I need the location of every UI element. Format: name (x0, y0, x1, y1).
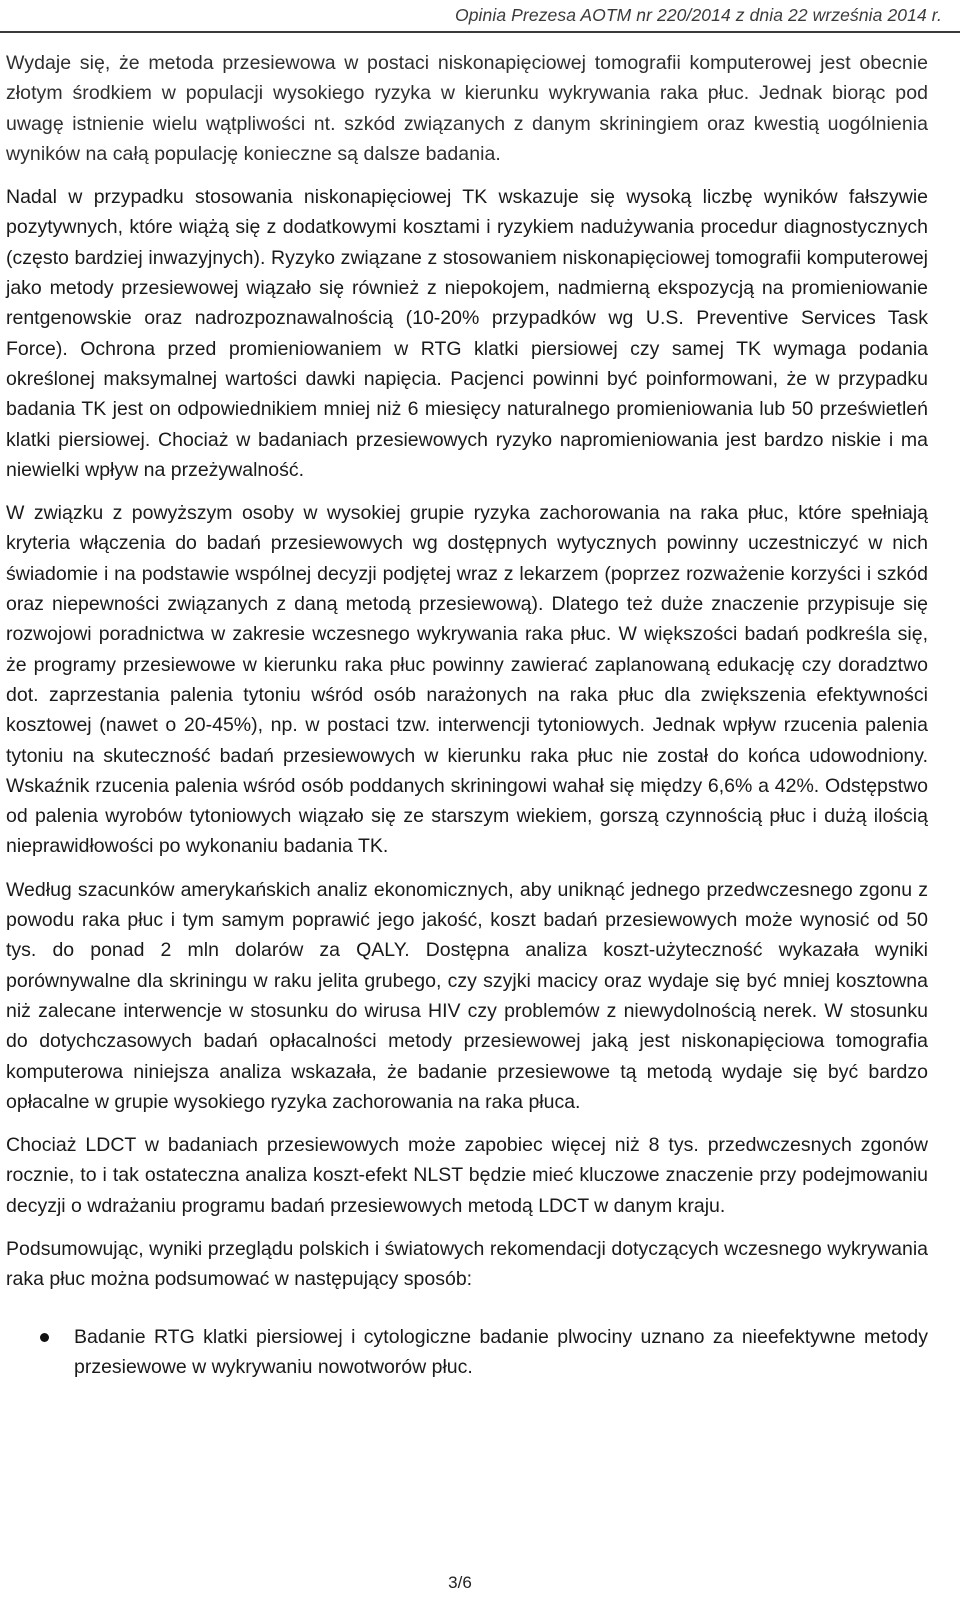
summary-list (6, 1322, 928, 1383)
paragraph-1: Wydaje się, że metoda przesiewowa w postaci niskonapięciowej tomografii komputerowej jest obecnie złotym środkiem w populacji wysokiego ryzyka w kierunku wykrywania raka płuc. Jednak biorąc pod uwagę istnienie wielu wątpliwości nt. szkód związanych z danym skriningiem oraz kwestią uogólnienia wyników na całą populację konieczne są dalsze badania. (6, 52, 928, 165)
page-number: 3/6 (448, 1573, 472, 1592)
list-item (6, 1322, 928, 1383)
bullet-icon (40, 1333, 49, 1342)
paragraph-4: Według szacunków amerykańskich analiz ekonomicznych, aby uniknąć jednego przedwczesnego zgonu z powodu raka płuc i tym samym poprawić jego jakość, koszt badań przesiewowych może wynosić od 50 tys. do ponad 2 mln dolarów za QALY. Dostępna analiza koszt-użyteczność wykazała wyniki porównywalne dla skriningu w raku jelita grubego, czy szyjki macicy oraz wydaje się być mniej kosztowna niż zalecane interwencje w stosunku do wirusa HIV czy problemów z niewydolnością nerek. W stosunku do dotychczasowych badań opłacalności metody przesiewowej jaką jest niskonapięciowa tomografia komputerowa niniejsza analiza wskazała, że badanie przesiewowe tą metodą wydaje się być bardzo opłacalne w grupie wysokiego ryzyka zachorowania na raka płuca. (6, 878, 928, 1113)
paragraph-5: Chociaż LDCT w badaniach przesiewowych może zapobiec więcej niż 8 tys. przedwczesnych zgonów rocznie, to i tak ostateczna analiza koszt-efekt NLST będzie mieć kluczowe znaczenie przy podejmowaniu decyzji o wdrażaniu programu badań przesiewowych metodą LDCT w danym kraju. (6, 1134, 928, 1217)
paragraph-2: Nadal w przypadku stosowania niskonapięciowej TK wskazuje się wysoką liczbę wyników fałszywie pozytywnych, które wiążą się z dodatkowymi kosztami i ryzykiem nadużywania procedur diagnostycznych (często bardziej inwazyjnych). Ryzyko związane z stosowaniem niskonapięciowej tomografii komputerowej jako metody przesiewowej wiązało się również z niepokojem, nadmierną ekspozycją na promieniowanie rentgenowskie oraz nadrozpoznawalnością (10-20% przypadków wg U.S. Preventive Services Task Force). Ochrona przed promieniowaniem w RTG klatki piersiowej czy samej TK wymaga podania określonej maksymalnej wartości dawki napięcia. Pacjenci powinni być poinformowani, że w przypadku badania TK jest on odpowiednikiem mniej niż 6 miesięcy naturalnego promieniowania lub 50 prześwietleń klatki piersiowej. Chociaż w badaniach przesiewowych ryzyko napromieniowania jest bardzo niskie i ma niewielki wpływ na przeżywalność. (6, 186, 928, 481)
paragraph-6: Podsumowując, wyniki przeglądu polskich i światowych rekomendacji dotyczących wczesnego wykrywania raka płuc można podsumować w następujący sposób: (6, 1237, 928, 1291)
list-item-text: Badanie RTG klatki piersiowej i cytologiczne badanie plwociny uznano za nieefektywne metody przesiewowe w wykrywaniu nowotworów płuc. (74, 1325, 928, 1378)
header-divider (0, 31, 960, 33)
document-body (6, 48, 928, 1382)
running-header: Opinia Prezesa AOTM nr 220/2014 z dnia 22 września 2014 r. (455, 5, 942, 25)
paragraph-3: W związku z powyższym osoby w wysokiej grupie ryzyka zachorowania na raka płuc, które spełniają kryteria włączenia do badań przesiewowych wg dostępnych wytycznych powinny uczestniczyć w nich świadomie i na podstawie wspólnej decyzji podjętej wraz z lekarzem (poprzez rozważenie korzyści i szkód oraz niepewności związanych z daną metodą przesiewową). Dlatego też duże znaczenie przypisuje się rozwojowi poradnictwa w zakresie wczesnego wykrywania raka płuc. W większości badań podkreśla się, że programy przesiewowe w kierunku raka płuc powinny zawierać zaplanowaną edukację czy doradztwo dot. zaprzestania palenia tytoniu wśród osób narażonych na raka płuc dla zwiększenia efektywności kosztowej (nawet o 20-45%), np. w postaci tzw. interwencji tytoniowych. Jednak wpływ rzucenia palenia tytoniu na skuteczność badań przesiewowych w kierunku raka płuc nie został do końca udowodniony. Wskaźnik rzucenia palenia wśród osób poddanych skriningowi wahał się między 6,6% a 42%. Odstępstwo od palenia wyrobów tytoniowych wiązało się ze starszym wiekiem, gorszą czynnością płuc i dużą ilością nieprawidłowości po wykonaniu badania TK. (6, 502, 928, 858)
